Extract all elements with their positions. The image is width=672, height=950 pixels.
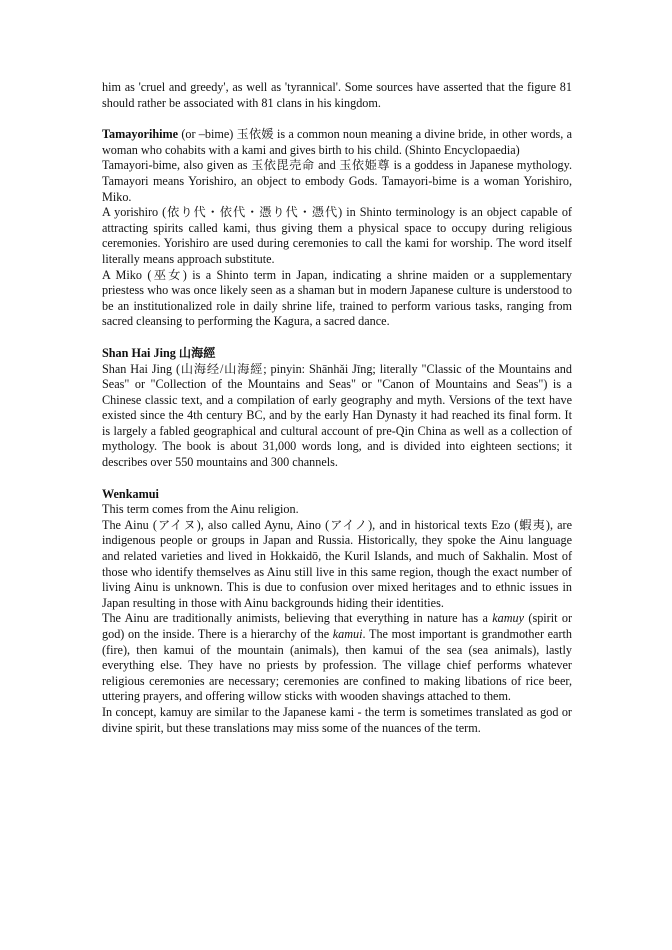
- wenkamui-paragraph-2: The Ainu (アイヌ), also called Aynu, Aino (アイノ), and in historical texts Ezo (蝦夷), are indigenous people or groups in Japan and Russia. Historically, they spoke the Ainu language and related varieties and lived in Hokkaidō, the Kuril Islands, and much of Sakhalin. Most of those who identify themselves as Ainu still live in this same region, though the exact number of living Ainu is unknown. This is due to confusion over mixed heritages and to ethnic issues in Japan resulting in those with Ainu backgrounds hiding their identities.: [102, 517, 572, 610]
- tamayori-paragraph-2: Tamayori-bime, also given as 玉依毘売命 and 玉依姫尊 is a goddess in Japanese mythology. Tamayori means Yorishiro, an object to embody Gods. Tamayori-bime is a woman Yorishiro, Miko.: [102, 158, 572, 204]
- section-gap: [102, 471, 572, 487]
- wenkamui-paragraph-1: This term comes from the Ainu religion.: [102, 502, 299, 517]
- wenkamui-paragraph-4: In concept, kamuy are similar to the Japanese kami - the term is sometimes translated as god or divine spirit, but these translations may miss some of the nuances of the term.: [102, 704, 572, 735]
- intro-paragraph: him as 'cruel and greedy', as well as 'tyrannical'. Some sources have asserted that the figure 81 should rather be associated with 81 clans in his kingdom.: [102, 80, 572, 110]
- kamuy-term: kamuy: [492, 611, 525, 626]
- tamayori-heading: Tamayorihime: [102, 127, 179, 142]
- kamui-term: kamui: [332, 627, 363, 641]
- wenkamui-p3-part-b: (spirit or god) on the inside. There is a hierarchy of the: [102, 611, 572, 641]
- section-gap: [102, 111, 572, 127]
- wenkamui-p3-part-c: . The most important is grandmother earth (fire), then kamui of the mountain (animals), then kamui of the sea (sea animals), lastly everything else. They have no priests by profession. The village chief performs whatever religious ceremonies are necessary; ceremonies are confined to making libations of rice beer, uttering prayers, and offering willow sticks with wooden shavings attached to them.: [102, 627, 572, 704]
- tamayori-paragraph-3: A yorishiro (依り代・依代・憑り代・憑代) in Shinto terminology is an object capable of attracting spirits called kami, thus giving them a physical space to occupy during religious ceremonies. Yorishiro are used during ceremonies to call the kami for worship. The word itself literally means approach substitute.: [102, 205, 572, 266]
- shanhaijing-paragraph-1: Shan Hai Jing (山海经/山海經; pinyin: Shānhǎi Jīng; literally "Classic of the Mountains and Seas" or "Collection of the Mountains and Seas" or "Canon of Mountains and Seas") is a Chinese classic text, and a compilation of early geography and myth. Versions of the text have existed since the 4th century BC, and by the early Han Dynasty it had reached its final form. It is largely a fabled geographical and cultural account of pre-Qin China as well as a collection of mythology. The book is about 31,000 words long, and is divided into eighteen sections; it describes over 550 mountains and 300 channels.: [102, 361, 572, 470]
- wenkamui-heading: Wenkamui: [102, 486, 159, 501]
- section-gap: [102, 330, 572, 346]
- tamayori-paragraph-4: A Miko (巫女) is a Shinto term in Japan, indicating a shrine maiden or a supplementary priestess who was once likely seen as a shaman but in modern Japanese culture is understood to be an institutionalized role in daily shrine life, trained to perform various tasks, ranging from sacred cleansing to performing the Kagura, a sacred dance.: [102, 267, 572, 329]
- document-body: [102, 80, 572, 736]
- wenkamui-p3-part-a: The Ainu are traditionally animists, believing that everything in nature has a: [102, 611, 493, 626]
- tamayori-paragraph-1: [102, 127, 572, 158]
- tamayori-definition: (or –bime) 玉依媛 is a common noun meaning a divine bride, in other words, a woman who cohabits with a kami and gives birth to his child. (Shinto Encyclopaedia): [102, 127, 572, 157]
- shanhaijing-heading: Shan Hai Jing 山海經: [102, 345, 216, 360]
- wenkamui-paragraph-3: [102, 611, 572, 705]
